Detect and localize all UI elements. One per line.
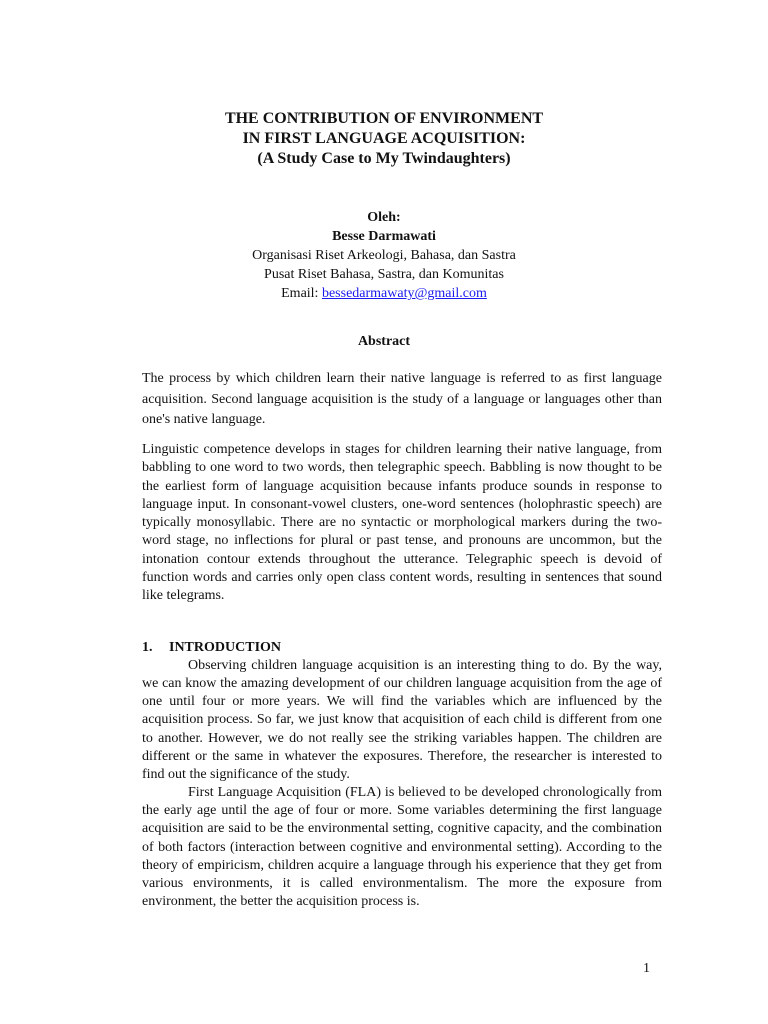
- abstract-heading: Abstract: [357, 334, 411, 349]
- affiliation-1: Organisasi Riset Arkeologi, Bahasa, dan Sastra: [252, 248, 516, 263]
- introduction-paragraph-1: Observing children language acquisition is an interesting thing to do. By the way, we can know the amazing development of our children language acquisition from the age of one until four or more years. We will find the variables which are influenced by the acquisition process. So far, we just know that acquisition of each child is different from one to another. However, we do not really see the striking variables happen. The children are different or the same in whatever the exposures. Therefore, the researcher is interested to find out the significance of the study.: [142, 658, 662, 782]
- page-number: 1: [643, 961, 650, 976]
- affiliation-2: Pusat Riset Bahasa, Sastra, dan Komunitas: [264, 267, 504, 282]
- by-label: Oleh:: [367, 210, 401, 225]
- author-block: [0, 208, 768, 303]
- abstract-paragraph-1: The process by which children learn their native language is referred to as first language acquisition. Second language acquisition is the study of a language or languages other than one's native language.: [142, 371, 662, 427]
- section-number: 1.: [142, 640, 153, 655]
- introduction-paragraph-2: First Language Acquisition (FLA) is believed to be developed chronologically from the early age until the age of four or more. Some variables determining the first language acquisition are said to be the environmental setting, cognitive capacity, and the combination of both factors (interaction between cognitive and environmental setting). According to the theory of empiricism, children acquire a language through his experience that they get from various environments, it is called environmentalism. The more the exposure from environment, the better the acquisition process is.: [142, 785, 662, 910]
- title-line-1: THE CONTRIBUTION OF ENVIRONMENT: [224, 110, 544, 127]
- title-line-2: IN FIRST LANGUAGE ACQUISITION:: [242, 130, 526, 147]
- section-title: INTRODUCTION: [169, 640, 282, 655]
- paper-title: [0, 109, 768, 169]
- email-link[interactable]: bessedarmawaty@gmail.com: [321, 286, 487, 301]
- email-line: [0, 284, 768, 303]
- section-heading-introduction: [142, 639, 281, 657]
- introduction-body: [142, 657, 662, 911]
- author-name: Besse Darmawati: [332, 229, 436, 244]
- abstract-paragraph-2: Linguistic competence develops in stages for children learning their native language, from babbling to one word to two words, then telegraphic speech. Babbling is now thought to be the earliest form of language acquisition because infants produce sounds in response to language input. In consonant-vowel clusters, one-word sentences (holophrastic speech) are typically monosyllabic. There are no syntactic or morphological markers during the two-word stage, no inflections for plural or past tense, and pronouns are uncommon, but the intonation contour extends throughout the utterance. Telegraphic speech is devoid of function words and carries only open class content words, resulting in sentences that sound like telegrams.: [142, 442, 662, 604]
- email-label: Email:: [281, 286, 322, 301]
- title-line-3: (A Study Case to My Twindaughters): [257, 150, 511, 167]
